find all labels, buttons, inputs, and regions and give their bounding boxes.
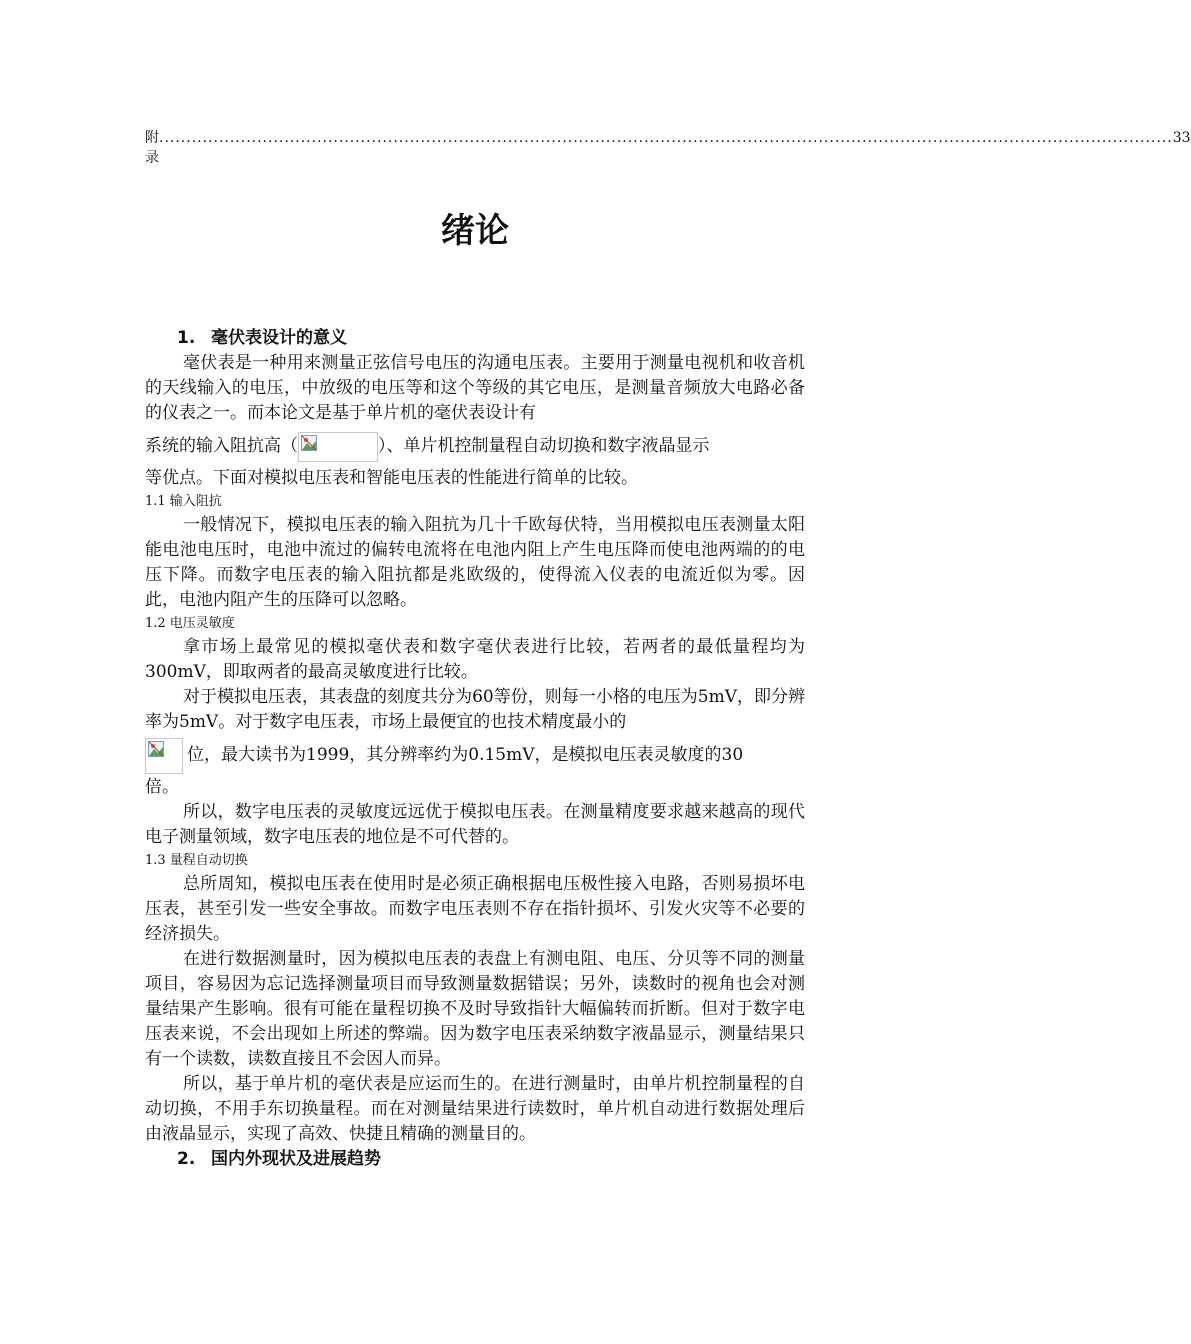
paragraph: 拿市场上最常见的模拟毫伏表和数字毫伏表进行比较，若两者的最低量程均为300mV，即取两者的最高灵敏度进行比较。 [145, 637, 805, 682]
subsection-heading: 1.3 量程自动切换 [145, 853, 248, 868]
section-number: 2. [177, 1149, 196, 1169]
toc-leader-dots: .......................................................................................................................................................................................... [159, 130, 1173, 146]
document-body [145, 326, 805, 1172]
paragraph: 对于模拟电压表，其表盘的刻度共分为60等份，则每一小格的电压为5mV，即分辨率为5mV。对于数字电压表，市场上最便宜的也技术精度最小的 [145, 687, 805, 732]
paragraph-with-formula [145, 735, 805, 775]
paragraph-with-formula [145, 426, 805, 466]
text-run: 位，最大读书为1999，其分辨率约为0.15mV，是模拟电压表灵敏度的30 [187, 745, 744, 765]
paragraph: 毫伏表是一种用来测量正弦信号电压的沟通电压表。主要用于测量电视机和收音机的天线输入的电压，中放级的电压等和这个等级的其它电压，是测量音频放大电路必备的仪表之一。而本论文是基于单片机的毫伏表设计有 [145, 353, 805, 423]
text-run: ）、单片机控制量程自动切换和数字液晶显示 [378, 436, 710, 456]
section-number: 1. [177, 328, 196, 348]
paragraph: 一般情况下，模拟电压表的输入阻抗为几十千欧每伏特，当用模拟电压表测量太阳能电池电压时，电池中流过的偏转电流将在电池内阻上产生电压降而使电池两端的的电压下降。而数字电压表的输入阻抗都是兆欧级的，使得流入仪表的电流近似为零。因此，电池内阻产生的压降可以忽略。 [145, 515, 805, 610]
section-1-heading [145, 326, 805, 351]
text-run: 系统的输入阻抗高（ [145, 436, 298, 456]
paragraph: 在进行数据测量时，因为模拟电压表的表盘上有测电阻、电压、分贝等不同的测量项目，容易因为忘记选择测量项目而导致测量数据错误；另外，读数时的视角也会对测量结果产生影响。很有可能在量程切换不及时导致指针大幅偏转而折断。但对于数字电压表来说，不会出现如上所述的弊端。因为数字电压表采纳数字液晶显示，测量结果只有一个读数，读数直接且不会因人而异。 [145, 949, 805, 1069]
broken-image-icon [298, 432, 378, 462]
subsection-heading: 1.2 电压灵敏度 [145, 616, 235, 631]
section-title: 毫伏表设计的意义 [211, 328, 347, 348]
paragraph: 所以，数字电压表的灵敏度远远优于模拟电压表。在测量精度要求越来越高的现代电子测量领域，数字电压表的地位是不可代替的。 [145, 802, 805, 847]
paragraph: 等优点。下面对模拟电压表和智能电压表的性能进行简单的比较。 [145, 468, 638, 488]
chapter-title: 绪论 [441, 211, 509, 251]
section-title: 国内外现状及进展趋势 [211, 1149, 381, 1169]
paragraph: 总所周知，模拟电压表在使用时是必须正确根据电压极性接入电路，否则易损坏电压表，甚至引发一些安全事故。而数字电压表则不存在指针损坏、引发火灾等不必要的经济损失。 [145, 874, 805, 944]
broken-image-icon [145, 738, 183, 774]
toc-label: 附录 [145, 130, 159, 166]
paragraph: 所以，基于单片机的毫伏表是应运而生的。在进行测量时，由单片机控制量程的自动切换，不用手东切换量程。而在对测量结果进行读数时，单片机自动进行数据处理后由液晶显示，实现了高效、快捷且精确的测量目的。 [145, 1074, 805, 1144]
toc-entry-appendix[interactable] [145, 127, 1191, 166]
paragraph: 倍。 [145, 777, 179, 797]
subsection-heading: 1.1 输入阻抗 [145, 494, 222, 509]
toc-page-number: 33 [1172, 130, 1191, 146]
section-2-heading [145, 1147, 805, 1172]
